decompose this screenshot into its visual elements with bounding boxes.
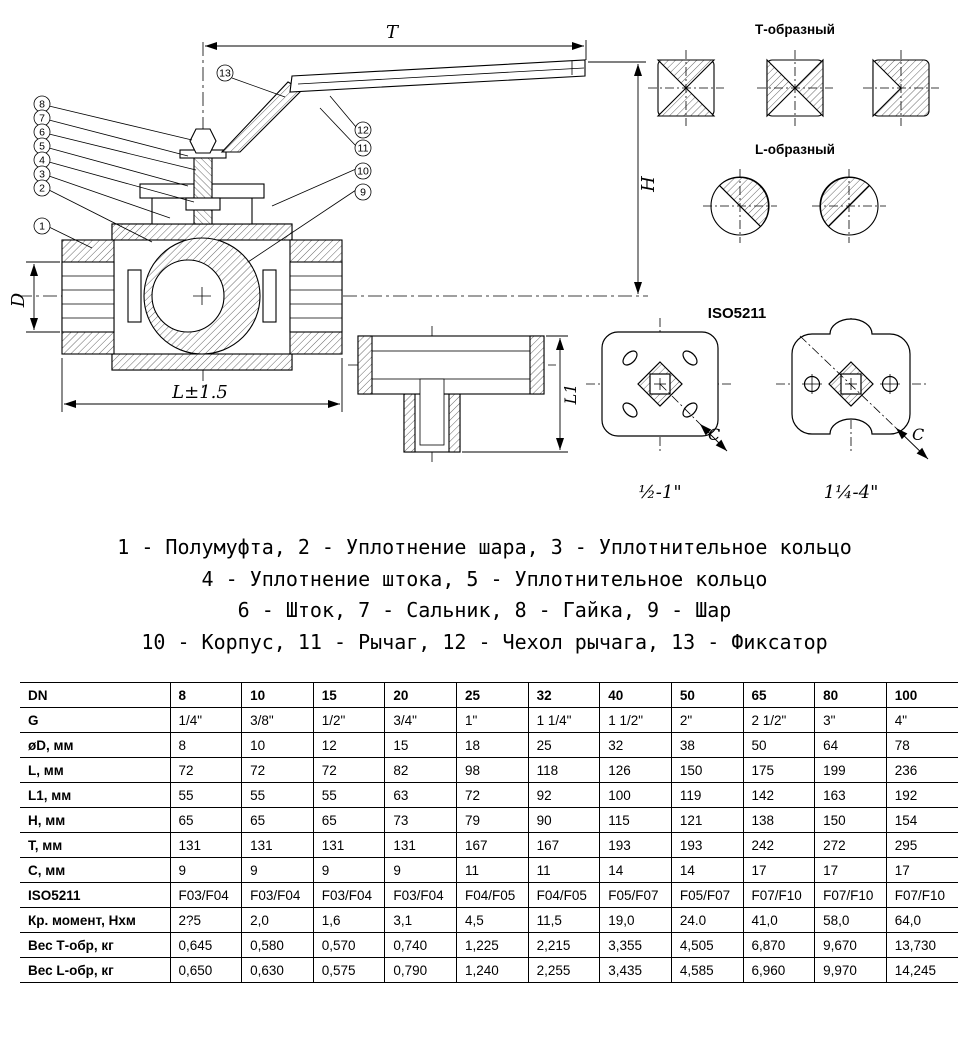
- spec-cell: 193: [671, 833, 743, 858]
- callout-5: 5: [39, 140, 45, 153]
- flange-large-size: 1¼-4": [823, 482, 879, 503]
- spec-cell: 8: [170, 733, 242, 758]
- spec-cell: 9: [170, 858, 242, 883]
- spec-cell: 3,355: [600, 933, 672, 958]
- spec-cell: 98: [457, 758, 529, 783]
- spec-cell: 1 1/4": [528, 708, 600, 733]
- callout-13: 13: [219, 67, 231, 80]
- iso5211-flanges: [586, 318, 928, 459]
- spec-cell: 9,670: [815, 933, 887, 958]
- spec-cell: 192: [886, 783, 958, 808]
- spec-cell: 72: [242, 758, 314, 783]
- dim-label-d: D: [8, 292, 29, 308]
- spec-cell: 150: [815, 808, 887, 833]
- spec-cell: 100: [886, 683, 958, 708]
- spec-row-label: C, мм: [20, 858, 170, 883]
- spec-cell: 32: [528, 683, 600, 708]
- spec-cell: F07/F10: [743, 883, 815, 908]
- spec-row-label: Кр. момент, Нхм: [20, 908, 170, 933]
- spec-cell: 131: [385, 833, 457, 858]
- spec-cell: 121: [671, 808, 743, 833]
- spec-cell: 79: [457, 808, 529, 833]
- spec-cell: 58,0: [815, 908, 887, 933]
- spec-cell: 2 1/2": [743, 708, 815, 733]
- spec-cell: 1,240: [457, 958, 529, 983]
- legend-line-1: 1 - Полумуфта, 2 - Уплотнение шара, 3 - Уплотнительное кольцо: [117, 535, 852, 559]
- spec-cell: 24.0: [671, 908, 743, 933]
- spec-cell: 82: [385, 758, 457, 783]
- spec-row: [20, 783, 958, 808]
- spec-cell: 50: [743, 733, 815, 758]
- spec-cell: 4": [886, 708, 958, 733]
- spec-row-label: ISO5211: [20, 883, 170, 908]
- spec-row: [20, 683, 958, 708]
- spec-cell: 0,570: [313, 933, 385, 958]
- spec-cell: F05/F07: [671, 883, 743, 908]
- spec-cell: 38: [671, 733, 743, 758]
- spec-cell: 4,5: [457, 908, 529, 933]
- spec-row: [20, 808, 958, 833]
- spec-row: [20, 908, 958, 933]
- spec-cell: 3/8": [242, 708, 314, 733]
- spec-cell: 1,6: [313, 908, 385, 933]
- spec-cell: 0,645: [170, 933, 242, 958]
- spec-cell: 15: [385, 733, 457, 758]
- spec-row: [20, 708, 958, 733]
- spec-cell: 65: [170, 808, 242, 833]
- spec-cell: 0,580: [242, 933, 314, 958]
- spec-row-label: G: [20, 708, 170, 733]
- dim-label-c-small: C: [708, 425, 721, 444]
- spec-cell: 0,630: [242, 958, 314, 983]
- spec-cell: 14: [600, 858, 672, 883]
- spec-row-label: L, мм: [20, 758, 170, 783]
- spec-cell: 272: [815, 833, 887, 858]
- spec-cell: 3/4": [385, 708, 457, 733]
- spec-cell: 1,225: [457, 933, 529, 958]
- spec-cell: 12: [313, 733, 385, 758]
- spec-cell: 64,0: [886, 908, 958, 933]
- spec-cell: 72: [457, 783, 529, 808]
- spec-cell: 131: [170, 833, 242, 858]
- spec-cell: 92: [528, 783, 600, 808]
- spec-table: [20, 682, 958, 983]
- dim-label-l1: L1: [561, 383, 580, 405]
- spec-cell: 25: [457, 683, 529, 708]
- callout-2: 2: [39, 182, 45, 195]
- spec-row-label: DN: [20, 683, 170, 708]
- spec-row: [20, 758, 958, 783]
- spec-cell: 10: [242, 733, 314, 758]
- spec-row: [20, 833, 958, 858]
- spec-cell: 14,245: [886, 958, 958, 983]
- spec-cell: 19,0: [600, 908, 672, 933]
- dim-label-l: L±1.5: [172, 382, 228, 403]
- spec-cell: 90: [528, 808, 600, 833]
- spec-cell: 50: [671, 683, 743, 708]
- spec-cell: 9,970: [815, 958, 887, 983]
- spec-row: [20, 933, 958, 958]
- spec-cell: 154: [886, 808, 958, 833]
- spec-cell: 55: [170, 783, 242, 808]
- spec-cell: 11: [457, 858, 529, 883]
- spec-cell: 0,650: [170, 958, 242, 983]
- spec-cell: 150: [671, 758, 743, 783]
- spec-cell: 78: [886, 733, 958, 758]
- spec-cell: 6,960: [743, 958, 815, 983]
- spec-cell: 142: [743, 783, 815, 808]
- legend-line-3: 6 - Шток, 7 - Сальник, 8 - Гайка, 9 - Шар: [237, 598, 732, 623]
- spec-cell: 17: [743, 858, 815, 883]
- spec-cell: 6,870: [743, 933, 815, 958]
- spec-cell: 14: [671, 858, 743, 883]
- t-port-side-view: [348, 326, 568, 462]
- spec-cell: 138: [743, 808, 815, 833]
- spec-cell: 199: [815, 758, 887, 783]
- spec-cell: F04/F05: [457, 883, 529, 908]
- spec-cell: 8: [170, 683, 242, 708]
- spec-cell: 1/2": [313, 708, 385, 733]
- spec-cell: 41,0: [743, 908, 815, 933]
- spec-cell: 55: [242, 783, 314, 808]
- spec-row-label: Вес Т-обр, кг: [20, 933, 170, 958]
- spec-cell: 2": [671, 708, 743, 733]
- spec-cell: 13,730: [886, 933, 958, 958]
- spec-cell: 3,1: [385, 908, 457, 933]
- spec-row: [20, 883, 958, 908]
- callout-8: 8: [39, 98, 45, 111]
- callout-3: 3: [39, 168, 45, 181]
- spec-cell: 72: [313, 758, 385, 783]
- spec-cell: 63: [385, 783, 457, 808]
- spec-cell: 17: [886, 858, 958, 883]
- spec-cell: 80: [815, 683, 887, 708]
- spec-cell: F03/F04: [313, 883, 385, 908]
- t-port-title: Т-образный: [755, 22, 835, 37]
- spec-cell: F07/F10: [886, 883, 958, 908]
- spec-cell: 118: [528, 758, 600, 783]
- callout-10: 10: [357, 165, 369, 178]
- spec-cell: 73: [385, 808, 457, 833]
- spec-cell: F04/F05: [528, 883, 600, 908]
- spec-cell: 9: [242, 858, 314, 883]
- spec-cell: 131: [242, 833, 314, 858]
- spec-cell: 4,505: [671, 933, 743, 958]
- spec-cell: 131: [313, 833, 385, 858]
- spec-row-label: L1, мм: [20, 783, 170, 808]
- legend-line-4: 10 - Корпус, 11 - Рычаг, 12 - Чехол рычага, 13 - Фиксатор: [141, 629, 828, 654]
- spec-cell: 126: [600, 758, 672, 783]
- dim-label-h: H: [638, 176, 659, 192]
- spec-row: [20, 958, 958, 983]
- spec-cell: 55: [313, 783, 385, 808]
- callout-7: 7: [39, 112, 45, 125]
- spec-cell: 3": [815, 708, 887, 733]
- valve-section-view: [18, 42, 648, 390]
- spec-cell: 0,575: [313, 958, 385, 983]
- spec-row: [20, 733, 958, 758]
- callout-9: 9: [360, 186, 366, 199]
- spec-row-label: øD, мм: [20, 733, 170, 758]
- callout-12: 12: [357, 124, 369, 137]
- spec-cell: 20: [385, 683, 457, 708]
- spec-cell: 2,215: [528, 933, 600, 958]
- spec-cell: 1": [457, 708, 529, 733]
- spec-cell: 242: [743, 833, 815, 858]
- spec-cell: 2,255: [528, 958, 600, 983]
- spec-cell: 2?5: [170, 908, 242, 933]
- spec-cell: 236: [886, 758, 958, 783]
- spec-cell: 9: [385, 858, 457, 883]
- spec-cell: 15: [313, 683, 385, 708]
- spec-cell: 0,740: [385, 933, 457, 958]
- technical-drawing: [0, 0, 969, 510]
- legend-line-2: 4 - Уплотнение штока, 5 - Уплотнительное кольцо: [201, 566, 768, 591]
- spec-cell: 2,0: [242, 908, 314, 933]
- iso5211-title: ISO5211: [707, 305, 767, 322]
- spec-cell: 0,790: [385, 958, 457, 983]
- spec-cell: 11,5: [528, 908, 600, 933]
- spec-row-label: H, мм: [20, 808, 170, 833]
- spec-cell: 175: [743, 758, 815, 783]
- spec-cell: 100: [600, 783, 672, 808]
- spec-cell: 4,585: [671, 958, 743, 983]
- spec-cell: 65: [313, 808, 385, 833]
- spec-row: [20, 858, 958, 883]
- spec-cell: 72: [170, 758, 242, 783]
- spec-cell: F03/F04: [242, 883, 314, 908]
- spec-cell: 163: [815, 783, 887, 808]
- flange-small-size: ½-1": [638, 482, 682, 503]
- spec-cell: 1 1/2": [600, 708, 672, 733]
- spec-cell: F07/F10: [815, 883, 887, 908]
- spec-cell: 3,435: [600, 958, 672, 983]
- spec-cell: 193: [600, 833, 672, 858]
- spec-cell: 65: [743, 683, 815, 708]
- spec-row-label: Вес L-обр, кг: [20, 958, 170, 983]
- spec-cell: 295: [886, 833, 958, 858]
- spec-cell: 65: [242, 808, 314, 833]
- spec-cell: 167: [528, 833, 600, 858]
- dim-label-c-large: C: [912, 425, 925, 444]
- callout-1: 1: [39, 220, 45, 233]
- spec-cell: 25: [528, 733, 600, 758]
- spec-cell: F03/F04: [385, 883, 457, 908]
- callout-6: 6: [39, 126, 45, 139]
- spec-cell: 115: [600, 808, 672, 833]
- spec-cell: F03/F04: [170, 883, 242, 908]
- dim-label-t: T: [385, 22, 399, 43]
- spec-cell: 10: [242, 683, 314, 708]
- callout-4: 4: [39, 154, 45, 167]
- spec-cell: 11: [528, 858, 600, 883]
- spec-cell: 64: [815, 733, 887, 758]
- spec-cell: F05/F07: [600, 883, 672, 908]
- spec-cell: 40: [600, 683, 672, 708]
- spec-cell: 9: [313, 858, 385, 883]
- parts-legend: [0, 532, 969, 658]
- spec-cell: 32: [600, 733, 672, 758]
- spec-cell: 1/4": [170, 708, 242, 733]
- callout-11: 11: [357, 142, 369, 155]
- spec-cell: 18: [457, 733, 529, 758]
- spec-row-label: T, мм: [20, 833, 170, 858]
- spec-cell: 119: [671, 783, 743, 808]
- l-port-title: L-образный: [755, 142, 835, 157]
- spec-cell: 17: [815, 858, 887, 883]
- spec-cell: 167: [457, 833, 529, 858]
